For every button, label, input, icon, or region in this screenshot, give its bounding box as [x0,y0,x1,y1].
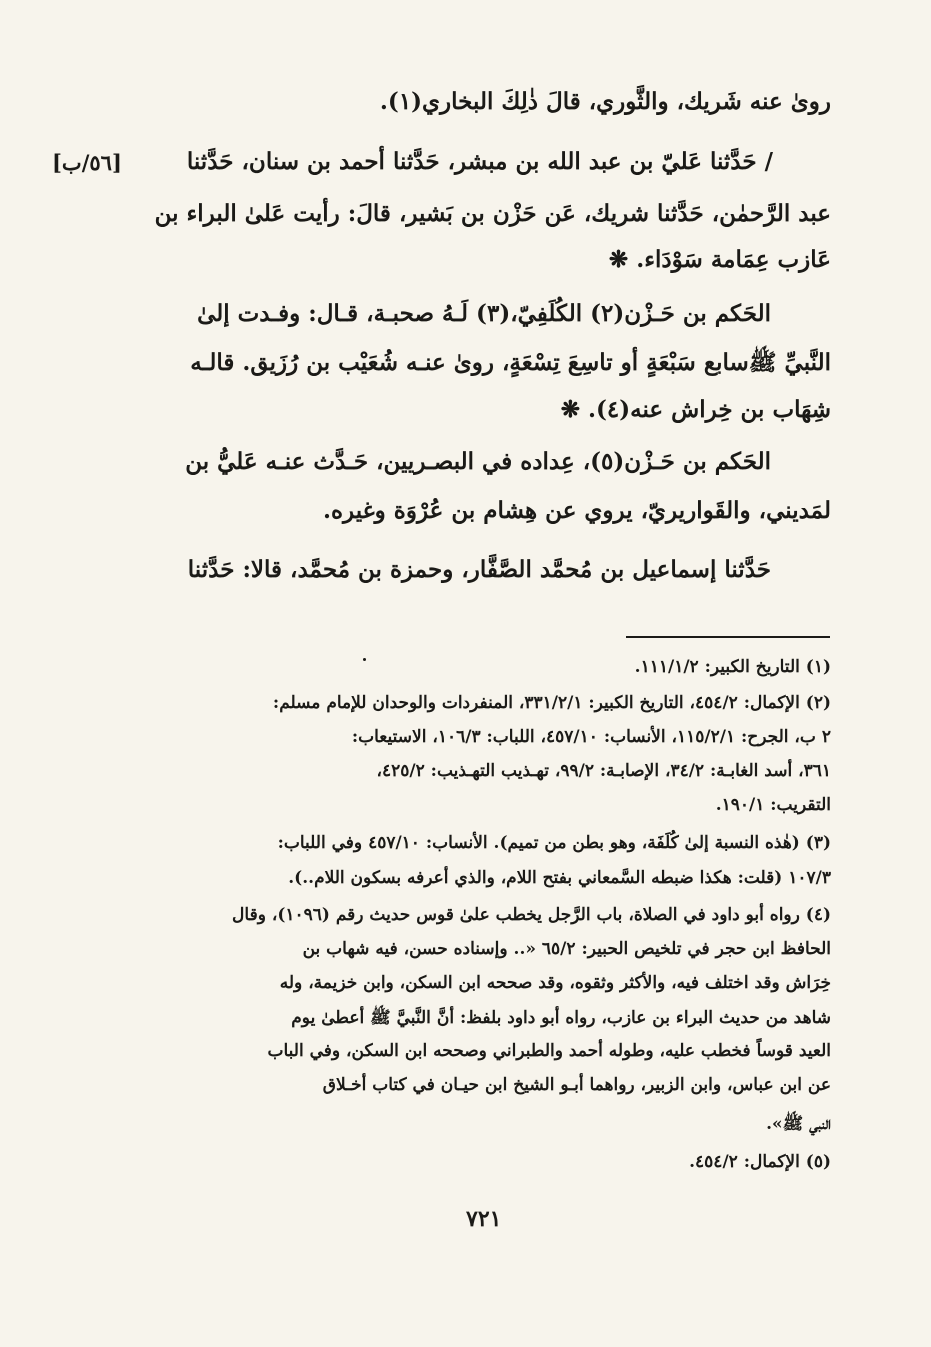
footnote-2-line-3: ٣٦١، أسد الغابـة: ٣٤/٢، الإصابـة: ٩٩/٢، تهـذيب التهـذيب: ٤٢٥/٢، [376,761,831,781]
main-line-9: لمَديني، والقَواريريّ، يروي عن هِشام بن عُرْوَة وغيره. [322,497,831,524]
main-line-1: رویٰ عنه شَريك، والثَّوري، قالَ ذٰلِكَ البخاري(١). [379,88,831,115]
folio-marker: [٥٦/ب] [52,150,122,175]
footnote-3-line-1: (٣) (هٰذه النسبة إلىٰ كُلَفَة، وهو بطن من تميم). الأنساب: ٤٥٧/١٠ وفي اللباب: [277,833,831,853]
footnote-separator [626,636,830,638]
footnote-4-line-6: عن ابن عباس، وابن الزبير، رواهما أبـو الشيخ ابن حيـان في كتاب أخـلاق [322,1075,831,1095]
footnote-5: (٥) الإكمال: ٤٥٤/٢. [689,1152,831,1172]
main-line-8: الحَكم بن حَـزْن(٥)، عِداده في البصـريين، حَـدَّث عنـه عَليُّ بن [185,448,771,475]
footnote-2-line-1: (٢) الإكمال: ٤٥٤/٢، التاريخ الكبير: ٣٣١/٢/١، المنفردات والوحدان للإمام مسلم: [272,693,831,713]
main-line-6: النَّبيِّ ﷺسابع سَبْعَةٍ أو تاسِعَ تِسْعَةٍ، روىٰ عنـه شُعَيْب بن رُزَيق. قالـه [190,349,831,376]
footnote-4-line-4: شاهد من حديث البراء بن عازب، رواه أبو داود بلفظ: أنَّ النَّبيَّ ﷺ أعطىٰ يوم [291,1008,831,1028]
footnote-4-line-5: العيد قوساً فخطب عليه، وطوله أحمد والطبراني وصححه ابن السكن، وفي الباب [267,1041,831,1061]
footnote-4-line-3: خِرَاش وقد اختلف فيه، والأكثر وثقوه، وقد صححه ابن السكن، وابن خزيمة، وله [279,973,831,993]
ink-speck [363,658,366,661]
main-line-10: حَدَّثنا إسماعيل بن مُحمَّد الصَّفَّار، وحمزة بن مُحمَّد، قالا: حَدَّثنا [187,556,771,583]
footnote-3-line-2: ١٠٧/٣ (قلت: هكذا ضبطه السَّمعاني بفتح اللام، والذي أعرفه بسكون اللام..). [288,868,831,888]
footnote-4-line-1: (٤) رواه أبو داود في الصلاة، باب الرَّجل يخطب علىٰ قوس حديث رقم (١٠٩٦)، وقال [232,905,831,925]
footnote-2-line-4: التقريب: ١٩٠/١. [715,795,831,815]
page-number: ٧٢١ [466,1206,502,1232]
footnote-1: (١) التاريخ الكبير: ١١١/١/٢. [634,657,831,677]
footnote-2-line-2: ٢ ب، الجرح: ١١٥/٢/١، الأنساب: ٤٥٧/١٠، اللباب: ١٠٦/٣، الاستيعاب: [351,727,831,747]
main-line-7: شِهَاب بن خِراش عنه(٤). ❋ [560,396,831,423]
main-line-5: الحَكم بن حَـزْن(٢) الكُلَفِيّ،(٣) لَـهُ صحبـة، قـال: وفـدت إلىٰ [197,300,771,327]
footnote-4-line-7: النبي ﷺ». [766,1114,831,1134]
main-line-4: عَازب عِمَامة سَوْدَاء. ❋ [608,246,831,273]
footnote-4-line-2: الحافظ ابن حجر في تلخيص الحبير: ٦٥/٢ «.. وإسناده حسن، فيه شهاب بن [302,939,831,959]
main-line-2: / حَدَّثنا عَليّ بن عبد الله بن مبشر، حَدَّثنا أحمد بن سنان، حَدَّثنا [186,148,773,175]
main-line-3: عبد الرَّحمٰن، حَدَّثنا شريك، عَن حَزْن بن بَشير، قالَ: رأيت عَلىٰ البراء بن [154,200,831,227]
